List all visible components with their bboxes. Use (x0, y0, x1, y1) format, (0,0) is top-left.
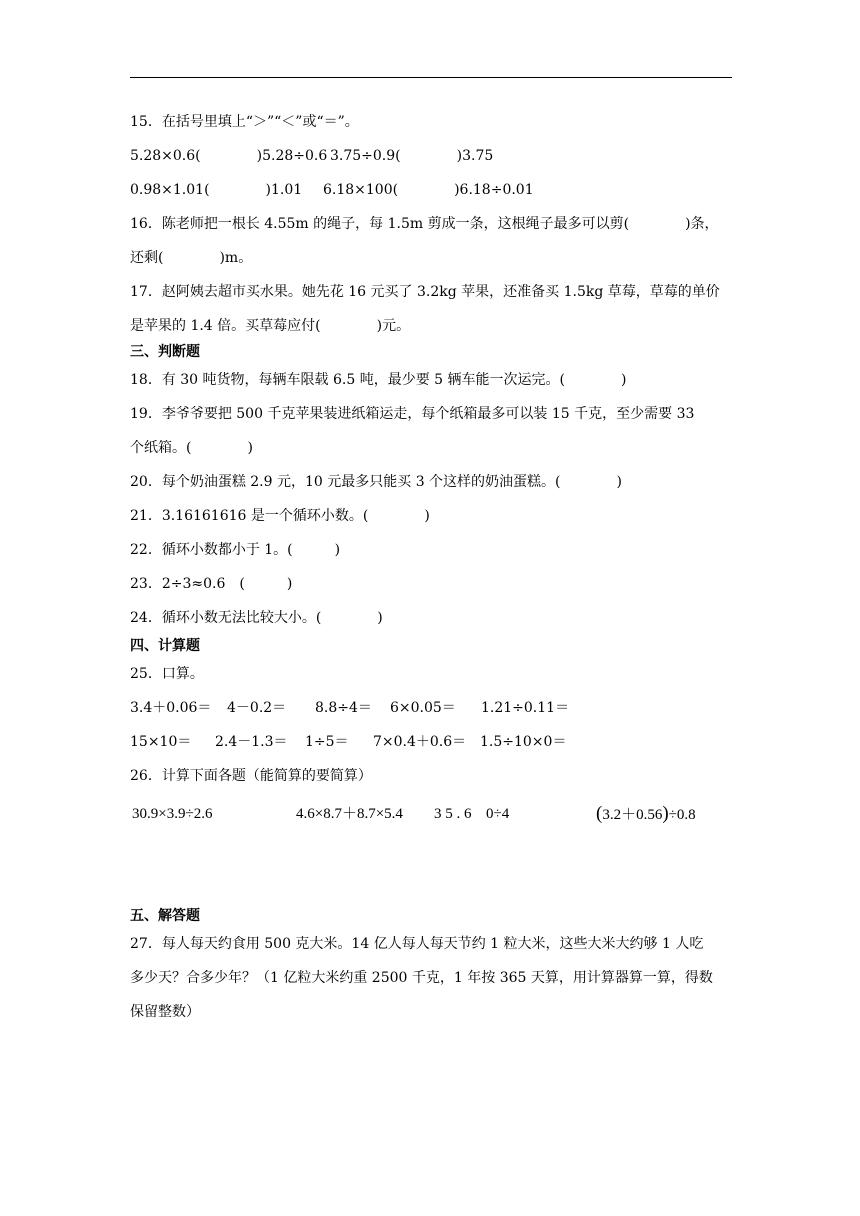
q25-item-1: 3.4＋0.06＝ (130, 700, 212, 716)
q25-item-6: 15×10＝ (130, 734, 192, 750)
question-17-line-1: 17．赵阿姨去超市买水果。她先花 16 元买了 3.2kg 苹果，还准备买 1.5kg 草莓，草莓的单价 (130, 284, 720, 300)
q26-item-4: 0÷4 (486, 806, 510, 822)
q15-item-1: 5.28×0.6( )5.28÷0.6 (130, 148, 328, 164)
question-19-line-2: 个纸箱。( ) (130, 440, 253, 456)
question-16-line-1: 16．陈老师把一根长 4.55m 的绳子，每 1.5m 剪成一条，这根绳子最多可以剪( )条， (130, 216, 719, 232)
question-22: 22．循环小数都小于 1。( ) (130, 542, 341, 558)
q25-item-10: 1.5÷10×0＝ (480, 734, 567, 750)
section-5-heading: 五、解答题 (130, 908, 200, 924)
question-21: 21．3.16161616 是一个循环小数。( ) (130, 508, 430, 524)
q26-item-3: 3 5 . 6 (434, 806, 472, 822)
q26-item-1: 30.9×3.9÷2.6 (132, 806, 213, 822)
q25-item-3: 8.8÷4＝ (315, 700, 372, 716)
q26-item-5-tail: ÷0.8 (668, 807, 696, 823)
q26-item-5-inner: 3.2＋0.56 (602, 807, 663, 823)
left-paren: ( (596, 803, 603, 824)
q25-item-4: 6×0.05＝ (390, 700, 456, 716)
q15-item-3: 0.98×1.01( )1.01 (130, 182, 303, 198)
q26-item-5 (596, 804, 696, 825)
question-20: 20．每个奶油蛋糕 2.9 元，10 元最多只能买 3 个这样的奶油蛋糕。( ) (130, 474, 622, 490)
question-15-stem: 15．在括号里填上“＞”“＜”或“＝”。 (130, 114, 359, 130)
question-24: 24．循环小数无法比较大小。( ) (130, 610, 383, 626)
right-paren: ) (662, 803, 669, 824)
q25-item-8: 1÷5＝ (305, 734, 349, 750)
question-18: 18．有 30 吨货物，每辆车限载 6.5 吨，最少要 5 辆车能一次运完。( ) (130, 372, 627, 388)
section-3-heading: 三、判断题 (130, 344, 200, 360)
q26-item-2: 4.6×8.7＋8.7×5.4 (296, 806, 403, 822)
q25-item-5: 1.21÷0.11＝ (481, 700, 570, 716)
q25-item-9: 7×0.4＋0.6＝ (373, 734, 467, 750)
q15-item-2: 3.75÷0.9( )3.75 (330, 148, 494, 164)
question-19-line-1: 19．李爷爷要把 500 千克苹果装进纸箱运走，每个纸箱最多可以装 15 千克，至少需要 33 (130, 406, 695, 422)
question-17-line-2: 是苹果的 1.4 倍。买草莓应付( )元。 (130, 318, 411, 334)
question-27-line-3: 保留整数） (130, 1004, 200, 1020)
question-27-line-2: 多少天？合多少年？（1 亿粒大米约重 2500 千克，1 年按 365 天算，用计算器算一算，得数 (130, 970, 713, 986)
question-23: 23．2÷3≈0.6 ( ) (130, 576, 293, 592)
q25-item-2: 4－0.2＝ (227, 700, 287, 716)
question-16-line-2: 还剩( )m。 (130, 250, 253, 266)
header-rule (130, 77, 732, 78)
question-25-stem: 25．口算。 (130, 666, 204, 682)
question-27-line-1: 27．每人每天约食用 500 克大米。14 亿人每人每天节约 1 粒大米，这些大米大约够 1 人吃 (130, 936, 704, 952)
section-4-heading: 四、计算题 (130, 638, 200, 654)
question-26-stem: 26．计算下面各题（能简算的要简算） (130, 768, 372, 784)
q15-item-4: 6.18×100( )6.18÷0.01 (323, 182, 534, 198)
q25-item-7: 2.4－1.3＝ (215, 734, 288, 750)
